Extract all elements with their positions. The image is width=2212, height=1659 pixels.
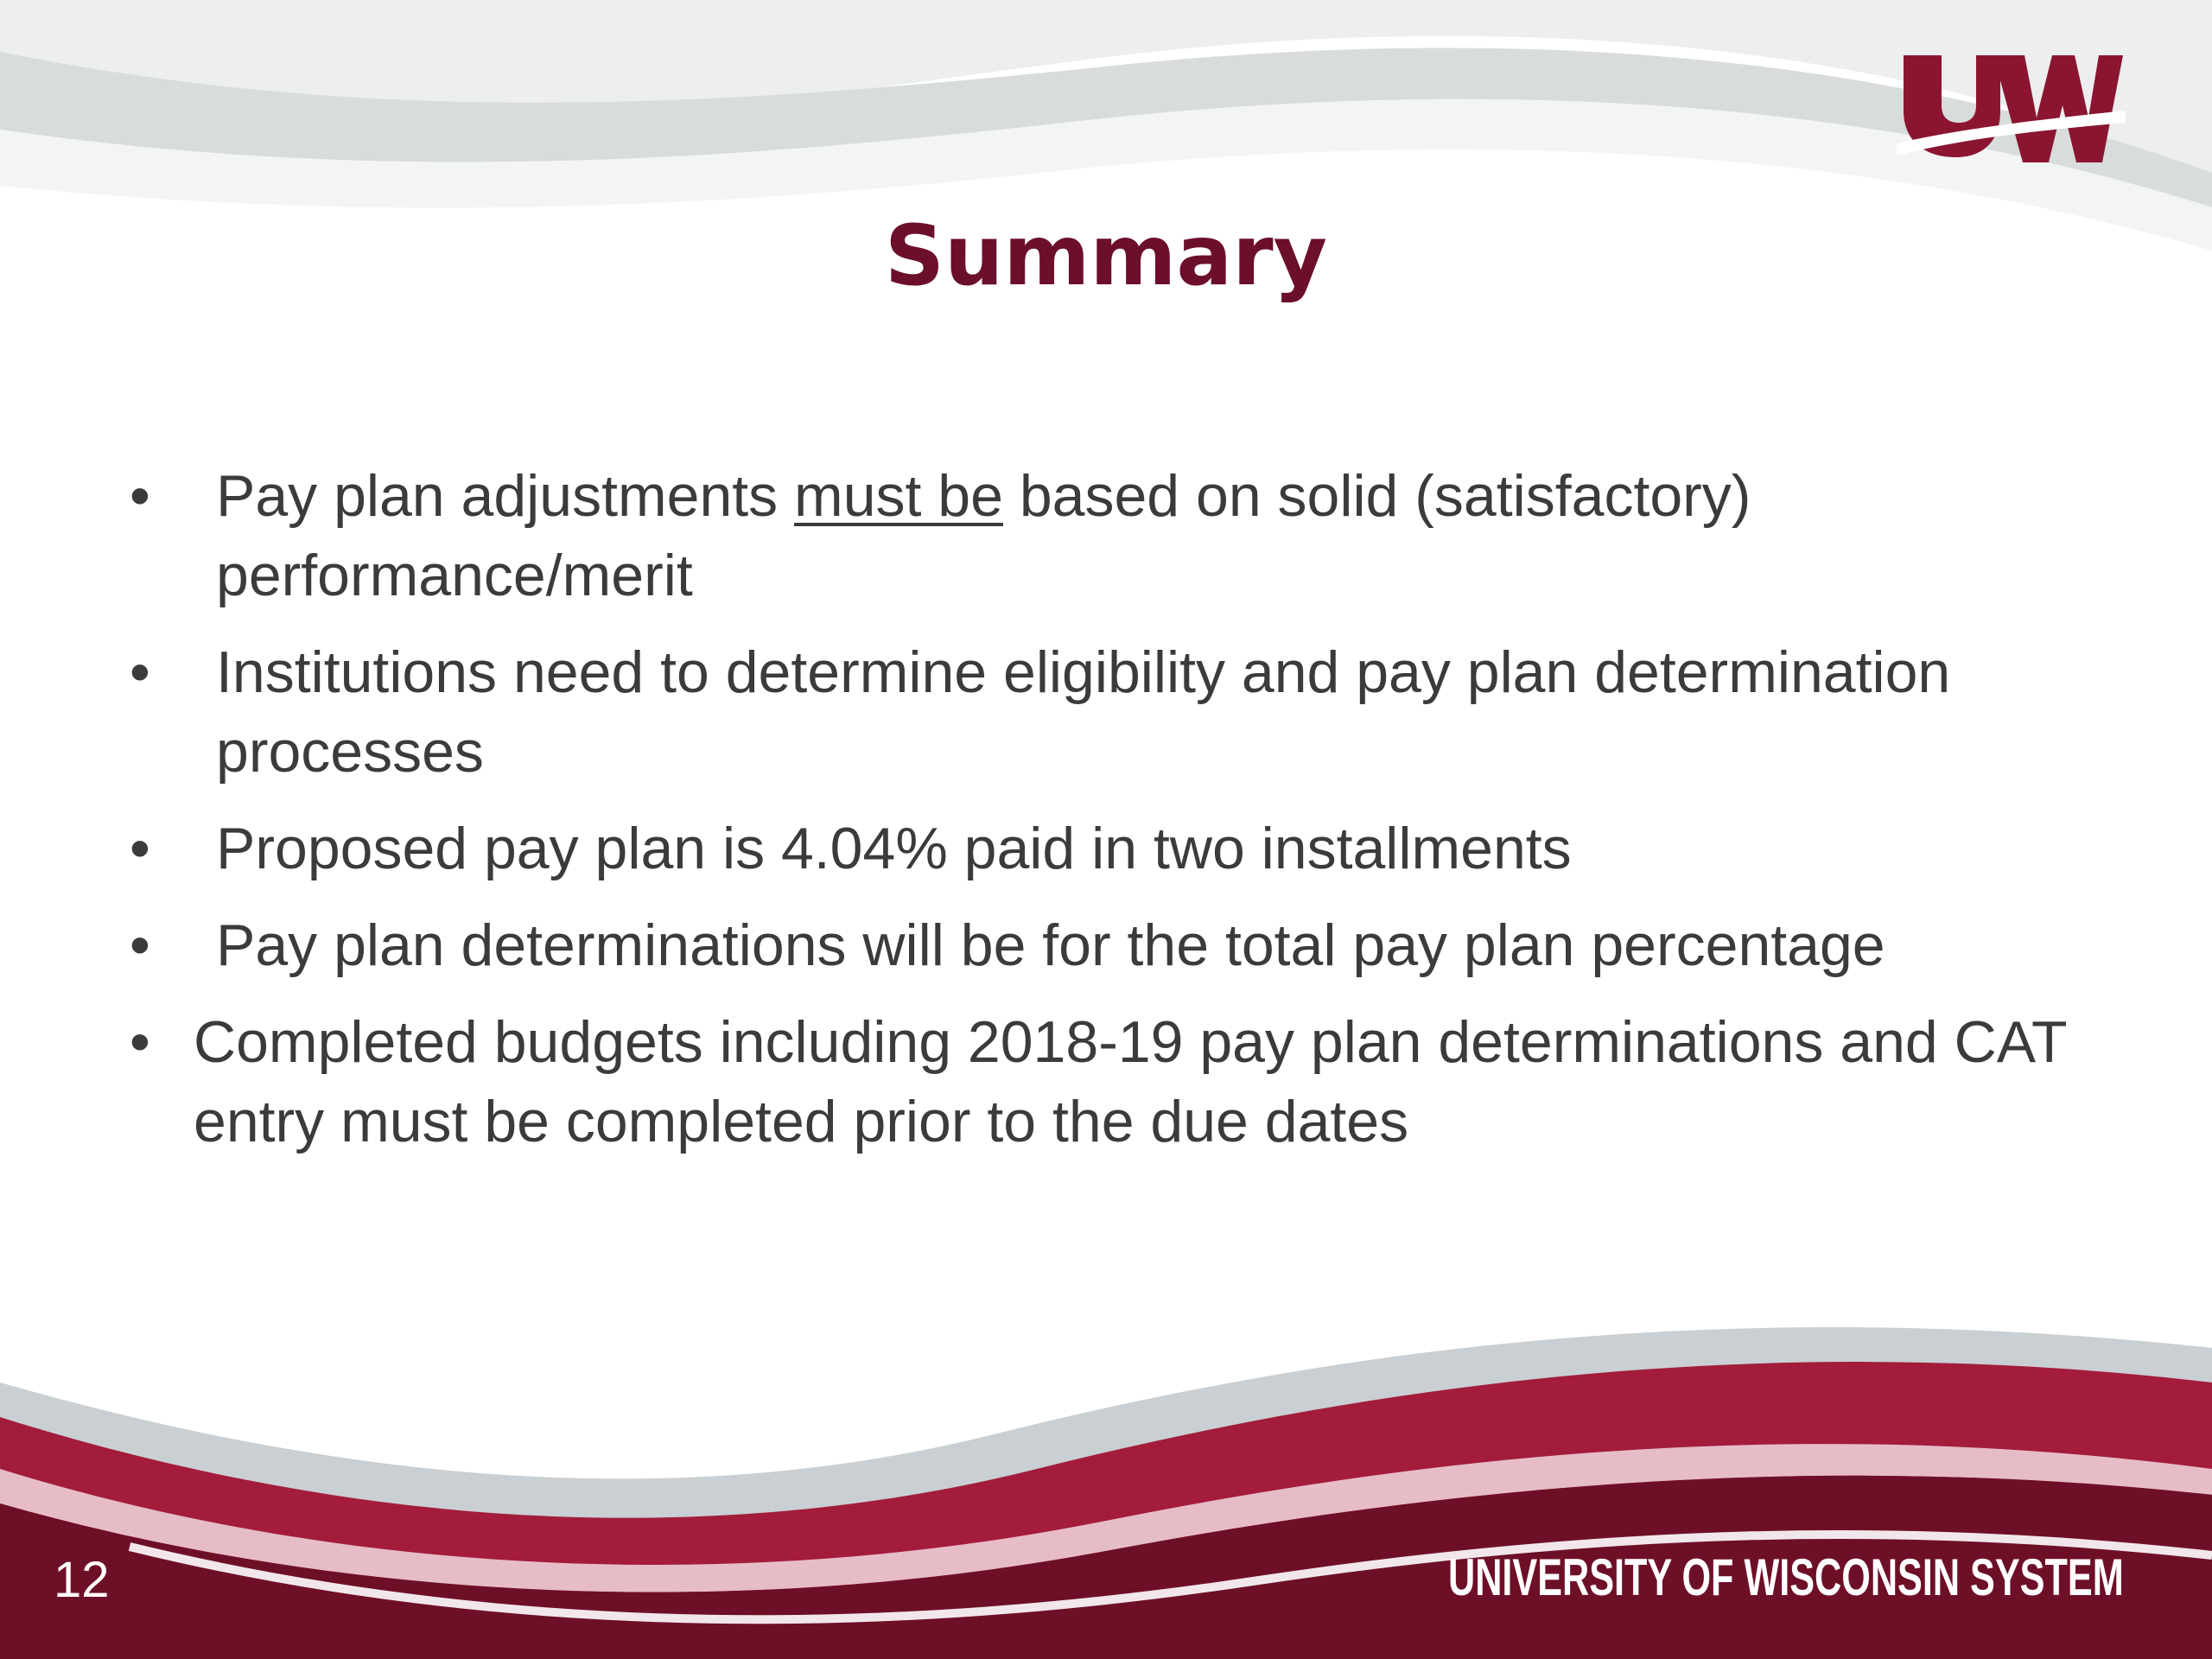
bullet-symbol: • xyxy=(130,816,150,881)
bullet-item xyxy=(0,809,2212,888)
bullet-symbol: • xyxy=(130,463,150,529)
bullet-symbol: • xyxy=(130,1009,150,1075)
bullet-item xyxy=(0,456,2212,615)
uw-logo xyxy=(1897,50,2126,167)
bullet-text-emphasis: must be xyxy=(794,463,1003,529)
page-number: 12 xyxy=(54,1552,110,1608)
bullet-text-after: based on solid (satisfactory) performance/merit xyxy=(216,463,1751,608)
slide-title: Summary xyxy=(884,207,1328,304)
footer-brand: UNIVERSITY OF WISCONSIN SYSTEM xyxy=(1448,1548,2124,1606)
bullet-text xyxy=(216,456,2074,615)
bullet-symbol: • xyxy=(130,912,150,978)
bullet-text: Pay plan determinations will be for the total pay plan percentage xyxy=(216,912,1885,978)
bullet-item xyxy=(0,632,2212,791)
bullet-item xyxy=(0,906,2212,985)
bullet-text: Institutions need to determine eligibility and pay plan determination processes xyxy=(216,639,1951,785)
bullet-symbol: • xyxy=(130,639,150,705)
bullet-text-before: Pay plan adjustments xyxy=(216,463,795,529)
bullet-text: Completed budgets including 2018-19 pay plan determinations and CAT entry must be completed prior to the due dates xyxy=(194,1009,2067,1154)
bullet-list xyxy=(0,456,2212,1179)
bullet-text: Proposed pay plan is 4.04% paid in two installments xyxy=(216,816,1572,881)
bullet-item xyxy=(0,1002,2212,1161)
